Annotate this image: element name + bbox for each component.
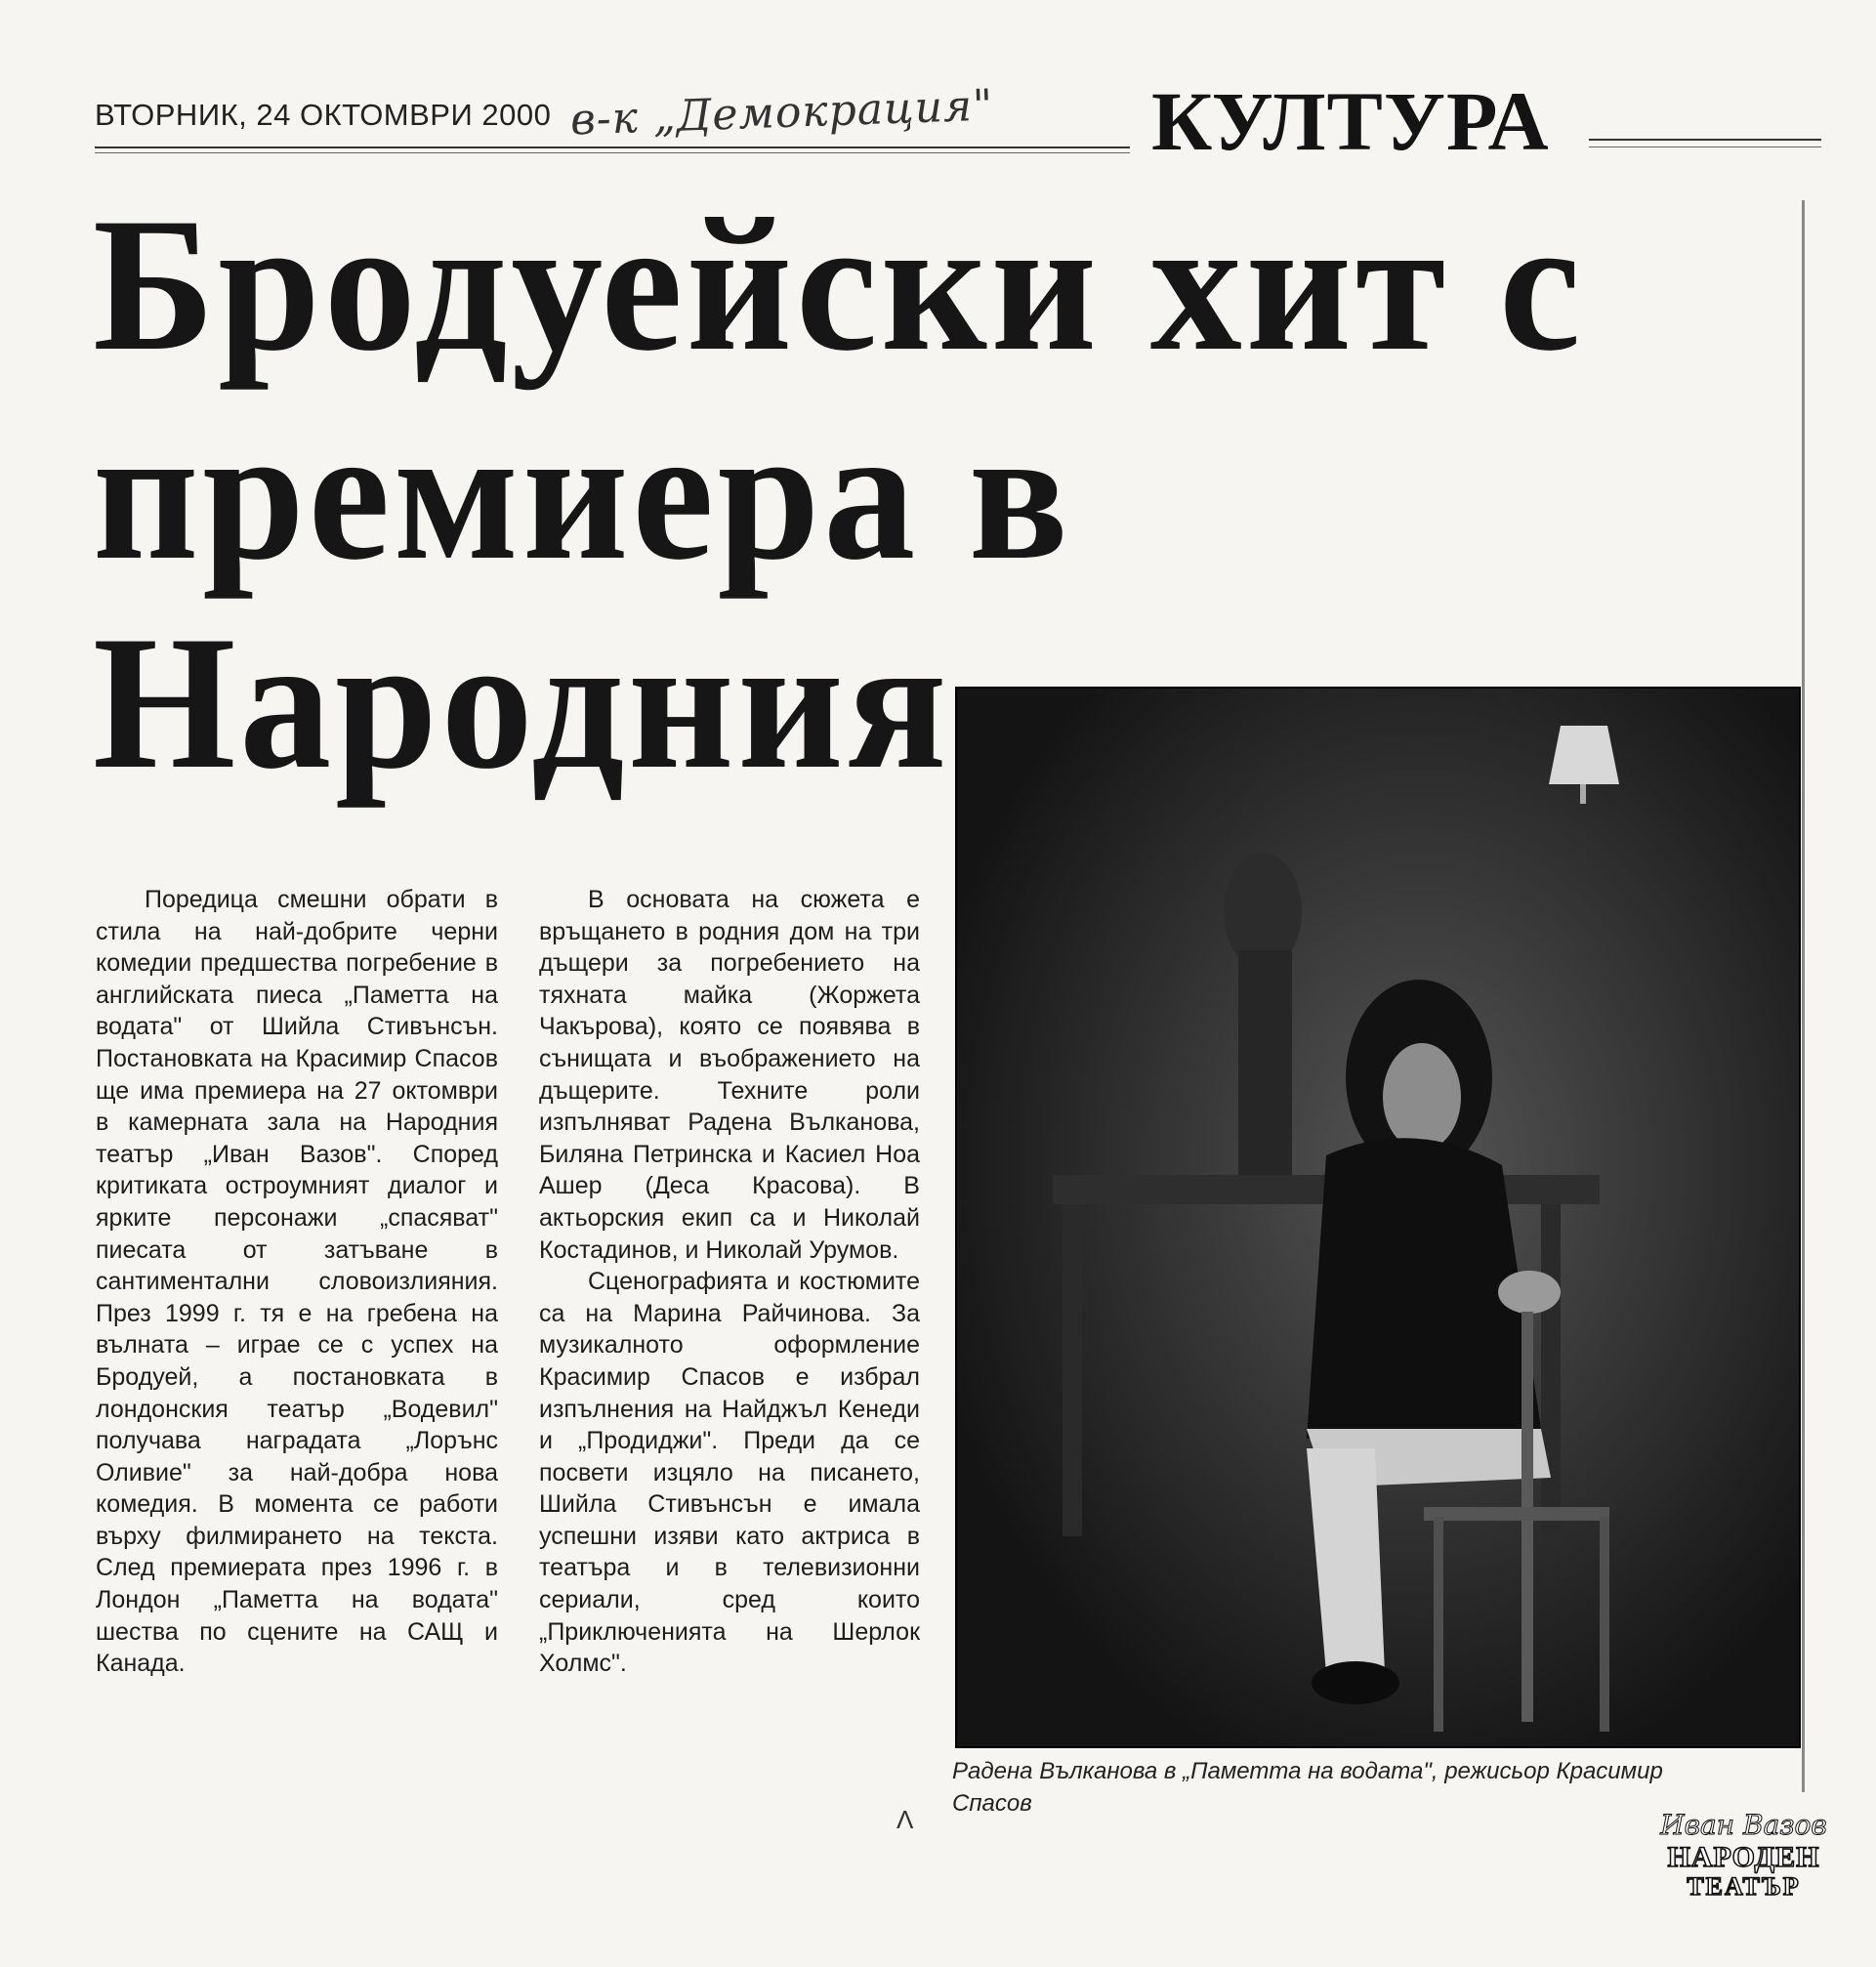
photo-scene-illustration: [955, 687, 1801, 1748]
section-title: КУЛТУРА: [1151, 74, 1550, 168]
article-column-2: [539, 884, 920, 1680]
logo-text-line2: ТЕАТЪР: [1687, 1872, 1801, 1901]
article-paragraph: Поредица смешни обрати в стила на най-добрите черни комедии предшества погребение в английската пиеса „Паметта на водата" от Шийла Стивънсън. Постановката на Красимир Спасов ще има премиера на 27 октомври в камерната зала на Народния театър „Иван Вазов". Според критиката остроумният диалог и ярките персонажи „спасяват" пиесата от затъване в сантиментални словоизлияния. През 1999 г. тя е на гребена на вълната – играе се с успех на Бродуей, а постановката в лондонския театър „Водевил" получава наградата „Лорънс Оливие" за най-добра нова комедия. В момента се работи върху филмирането на текста. След премиерата през 1996 г. в Лондон „Паметта на водата" шества по сцените на САЩ и Канада.: [96, 886, 498, 1678]
newspaper-header: [95, 74, 1821, 182]
article-paragraph: В основата на сюжета е връщането в родния дом на три дъщери за погребението на тяхната майка (Жоржета Чакърова), която се появява в сънищата и въображението на дъщерите. Техните роли изпълняват Радена Вълканова, Биляна Петринска и Касиел Ноа Ашер (Деса Красова). В актьорския екип са и Николай Костадинов, и Николай Урумов.: [539, 886, 920, 1264]
issue-date: ВТОРНИК, 24 ОКТОМВРИ 2000: [95, 98, 552, 132]
header-rule: [95, 146, 1130, 148]
national-theatre-logo: [1658, 1809, 1829, 1916]
photo-caption: Радена Вълканова в „Паметта на водата", режисьор Красимир Спасов: [952, 1758, 1663, 1817]
article-column-1: [96, 884, 498, 1680]
article-headline: Бродуейски хит с премиера в Народния: [93, 179, 1585, 809]
article-photo: [955, 687, 1801, 1748]
header-rule: [95, 152, 1130, 153]
logo-text-line1: НАРОДЕН: [1667, 1841, 1820, 1873]
logo-signature: Иван Вазов: [1660, 1809, 1827, 1841]
page-edge-line: [1802, 200, 1805, 1792]
handwritten-source-note: в-к „Демокрация": [569, 80, 995, 146]
header-rule: [1589, 139, 1821, 141]
header-rule: [1589, 146, 1821, 147]
article-end-mark: Λ: [896, 1805, 914, 1834]
article-paragraph: Сценографията и костюмите са на Марина Райчинова. За музикалното оформление Красимир Спасов е избрал изпълнения на Найджъл Кенеди и „Продиджи". Преди да се посвети изцяло на писането, Шийла Стивънсън е имала успешни изяви като актриса в театъра и в телевизионни сериали, сред които „Приключенията на Шерлок Холмс".: [539, 1268, 920, 1678]
